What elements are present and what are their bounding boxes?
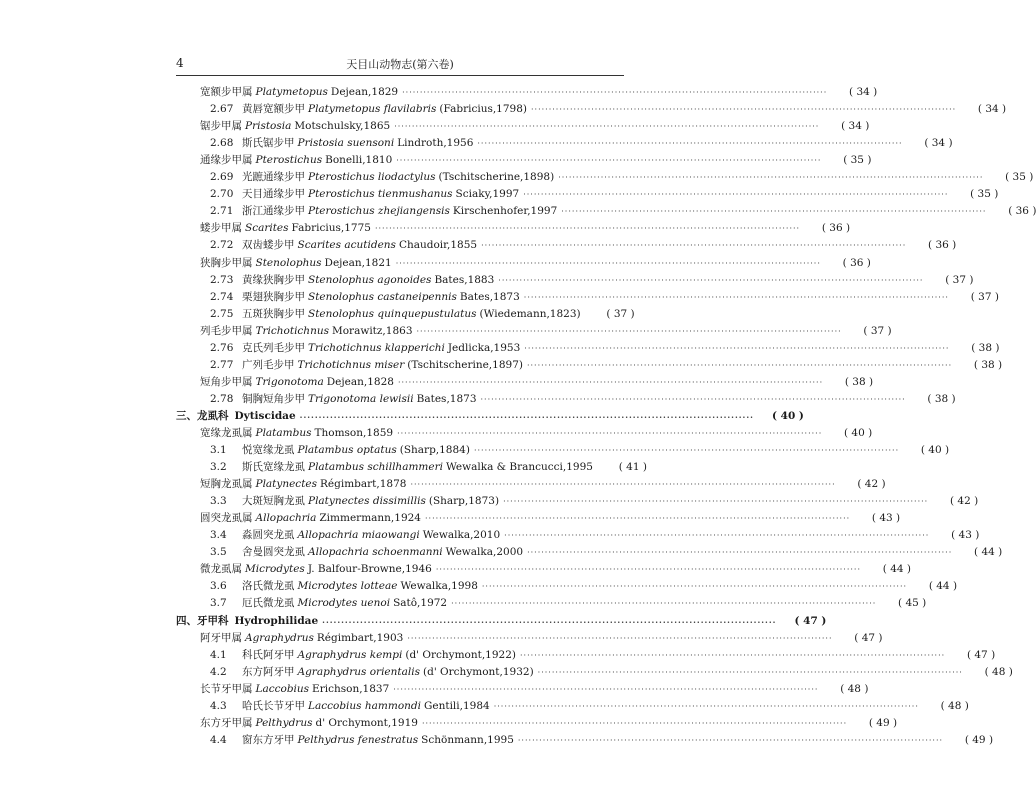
author-year: Bates,1873 — [459, 290, 520, 303]
page-reference: ( 38 ) — [844, 375, 874, 388]
author-year: Régimbart,1903 — [316, 631, 404, 644]
scientific-name: Microdytes lotteae — [297, 580, 398, 593]
toc-entry-label — [200, 683, 389, 696]
author-year: Wewalka,1998 — [400, 580, 478, 593]
scientific-name: Pterostichus tienmushanus — [308, 188, 453, 201]
dot-leader: ························································································································ — [451, 599, 877, 609]
scientific-name: Microdytes — [245, 563, 305, 576]
entry-number: 2.67 — [210, 103, 234, 116]
author-year: J. Balfour-Browne,1946 — [307, 563, 432, 576]
page-reference: ( 34 ) — [977, 103, 1007, 116]
scientific-name: Pelthydrus fenestratus — [297, 733, 419, 746]
scientific-name: Platynectes — [255, 478, 318, 491]
scientific-name: Pelthydrus — [255, 716, 313, 729]
scientific-name: Laccobius hammondi — [308, 699, 421, 712]
author-year: Morawitz,1863 — [331, 324, 413, 337]
author-year: Dejean,1829 — [330, 86, 399, 99]
author-year: Bates,1883 — [434, 273, 495, 286]
toc-species-row — [176, 576, 958, 593]
page-reference: ( 47 ) — [966, 648, 996, 661]
toc-entry-label — [210, 666, 534, 679]
toc-species-row — [176, 491, 979, 508]
scientific-name: Allopachria — [255, 512, 317, 525]
dot-leader: ························································································································ — [473, 446, 900, 456]
running-title: 天目山动物志(第六卷) — [346, 58, 454, 71]
toc-entry-label — [200, 325, 413, 338]
entry-number: 2.70 — [210, 188, 234, 201]
chinese-name: 通缘步甲属 — [200, 154, 253, 167]
dot-leader: ························································································································ — [410, 480, 836, 490]
dot-leader: ························································································································ — [561, 207, 987, 217]
toc-entry-label — [210, 171, 554, 184]
dot-leader: ························································································································ — [299, 411, 754, 422]
toc-species-row — [176, 355, 1003, 372]
toc-entry-label — [200, 632, 403, 645]
page-reference: ( 37 ) — [945, 273, 974, 286]
toc-entry-label — [210, 461, 593, 474]
toc-entry-label — [200, 563, 432, 576]
toc-genus-row — [176, 713, 898, 730]
dot-leader: ························································································································ — [527, 548, 953, 558]
scientific-name: Trigonotoma — [255, 375, 324, 388]
chinese-name: 短胸龙虱属 — [200, 478, 253, 491]
dot-leader: ························································································································ — [517, 735, 944, 745]
dot-leader: ························································································································ — [397, 428, 823, 438]
entry-number: 4.4 — [210, 733, 227, 746]
dot-leader: ························································································································ — [374, 224, 801, 234]
chinese-name: 斯氏锯步甲 — [242, 137, 295, 150]
dot-leader: ························································································································ — [393, 684, 819, 694]
page-reference: ( 37 ) — [970, 290, 999, 303]
table-of-contents — [176, 82, 1036, 747]
author-year: Wewalka,2010 — [422, 529, 501, 542]
chinese-name: 大斑短胸龙虱 — [242, 495, 305, 508]
author-year: Wewalka & Brancucci,1995 — [445, 461, 593, 474]
entry-number: 2.68 — [210, 137, 234, 150]
author-year: (d' Orchymont,1932) — [423, 665, 534, 678]
dot-leader: ························································································································ — [524, 343, 950, 353]
toc-species-row — [176, 184, 999, 201]
author-year: Gentili,1984 — [423, 699, 490, 712]
toc-species-row — [176, 99, 1007, 116]
chinese-name: 三、龙虱科 — [176, 409, 229, 422]
scientific-name: Microdytes uenoi — [297, 597, 391, 610]
toc-species-row — [176, 525, 980, 542]
author-year: (Sharp,1873) — [428, 495, 500, 508]
toc-entry-label — [210, 495, 499, 508]
toc-genus-row — [176, 252, 871, 269]
toc-entry-label — [210, 393, 477, 406]
chinese-name: 克氏列毛步甲 — [242, 341, 305, 354]
scientific-name: Agraphydrus kempi — [297, 648, 403, 661]
page-reference: ( 37 ) — [863, 324, 892, 337]
dot-leader: ························································································································ — [481, 241, 907, 251]
page-reference: ( 42 ) — [857, 478, 886, 491]
author-year: Schönmann,1995 — [421, 733, 514, 746]
toc-species-row — [176, 593, 927, 610]
running-header — [176, 54, 624, 74]
dot-leader: ························································································································ — [425, 514, 851, 524]
entry-number: 4.2 — [210, 665, 227, 678]
toc-entry-label — [210, 580, 478, 593]
scientific-name: Agraphydrus orientalis — [297, 665, 420, 678]
toc-entry-label — [210, 188, 519, 201]
page-reference: ( 38 ) — [973, 358, 1003, 371]
author-year: Hydrophilidae — [234, 614, 319, 627]
page-reference: ( 35 ) — [970, 188, 999, 201]
chinese-name: 宽额步甲属 — [200, 86, 253, 99]
chinese-name: 天目通缘步甲 — [242, 188, 305, 201]
toc-species-row — [176, 167, 1034, 184]
page-reference: ( 48 ) — [984, 665, 1013, 678]
scientific-name: Agraphydrus — [245, 631, 314, 644]
toc-species-row — [176, 440, 950, 457]
toc-entry-label — [200, 120, 390, 133]
chinese-name: 悦宽缘龙虱 — [242, 444, 295, 457]
dot-leader: ························································································································ — [435, 565, 861, 575]
page-reference: ( 47 ) — [854, 631, 883, 644]
scientific-name: Stenolophus quinquepustulatus — [308, 307, 477, 320]
entry-number: 2.78 — [210, 392, 234, 405]
chinese-name: 科氏阿牙甲 — [242, 648, 295, 661]
page-reference: ( 36 ) — [1008, 205, 1036, 218]
author-year: Lindroth,1956 — [397, 137, 474, 150]
toc-species-row — [176, 287, 999, 304]
chinese-name: 黄缘狭胸步甲 — [242, 273, 305, 286]
chinese-name: 厄氏微龙虱 — [242, 597, 295, 610]
scientific-name: Allopachria schoenmanni — [308, 546, 443, 559]
dot-leader: ························································································································ — [526, 360, 953, 370]
page-reference: ( 38 ) — [971, 341, 1000, 354]
author-year: (Tschitscherine,1898) — [438, 171, 555, 184]
entry-number: 3.3 — [210, 495, 227, 508]
chinese-name: 微龙虱属 — [200, 563, 242, 576]
scientific-name: Platambus optatus — [297, 444, 397, 457]
page-reference: ( 37 ) — [606, 307, 635, 320]
chinese-name: 哈氏长节牙甲 — [242, 699, 305, 712]
scientific-name: Stenolophus castaneipennis — [308, 290, 457, 303]
toc-entry-label — [200, 512, 421, 525]
page-reference: ( 45 ) — [898, 597, 927, 610]
toc-genus-row — [176, 218, 851, 235]
page-reference: ( 40 ) — [844, 426, 873, 439]
chinese-name: 舍曼圆突龙虱 — [242, 546, 305, 559]
toc-entry-label — [200, 376, 394, 389]
toc-genus-row — [176, 508, 901, 525]
dot-leader: ························································································································ — [558, 173, 984, 183]
scientific-name: Pristosia — [245, 120, 292, 133]
dot-leader: ························································································································ — [480, 394, 906, 404]
dot-leader: ························································································································ — [523, 190, 949, 200]
toc-species-row — [176, 662, 1013, 679]
page-reference: ( 36 ) — [928, 239, 957, 252]
dot-leader: ························································································································ — [416, 326, 842, 336]
scientific-name: Stenolophus agonoides — [308, 273, 432, 286]
toc-species-row — [176, 338, 1000, 355]
author-year: Régimbart,1878 — [320, 478, 407, 491]
chinese-name: 五斑狭胸步甲 — [242, 307, 305, 320]
toc-species-row — [176, 133, 953, 150]
author-year: (Fabricius,1798) — [439, 103, 527, 116]
toc-entry-label — [210, 700, 490, 713]
page-reference: ( 48 ) — [840, 682, 869, 695]
author-year: (d' Orchymont,1922) — [405, 648, 517, 661]
chinese-name: 淼圆突龙虱 — [242, 529, 295, 542]
dot-leader: ························································································································ — [503, 497, 929, 507]
chinese-name: 阿牙甲属 — [200, 631, 242, 644]
scientific-name: Trigonotoma lewisii — [308, 392, 414, 405]
author-year: Sciaky,1997 — [455, 188, 520, 201]
page-reference: ( 47 ) — [794, 614, 827, 627]
dot-leader: ························································································································ — [493, 701, 919, 711]
author-year: Wewalka,2000 — [445, 546, 524, 559]
page-reference: ( 35 ) — [843, 154, 872, 167]
author-year: Dejean,1821 — [324, 256, 392, 269]
toc-entry-label — [200, 154, 392, 167]
toc-entry-label — [200, 86, 398, 99]
scientific-name: Laccobius — [255, 682, 310, 695]
toc-entry-label — [176, 615, 318, 628]
entry-number: 3.7 — [210, 597, 227, 610]
author-year: Zimmermann,1924 — [319, 512, 421, 525]
toc-species-row — [176, 645, 996, 662]
dot-leader: ························································································································ — [523, 292, 949, 302]
scientific-name: Trichotichnus — [255, 324, 329, 337]
scientific-name: Platambus — [255, 426, 312, 439]
entry-number: 2.77 — [210, 358, 234, 371]
entry-number: 4.1 — [210, 648, 227, 661]
entry-number: 2.76 — [210, 341, 234, 354]
chinese-name: 光蹠通缘步甲 — [242, 171, 305, 184]
author-year: (Sharp,1884) — [399, 444, 470, 457]
dot-leader: ························································································································ — [394, 122, 820, 132]
toc-species-row — [176, 542, 1003, 559]
author-year: Bonelli,1810 — [325, 154, 393, 167]
page-reference: ( 38 ) — [927, 392, 956, 405]
page-reference: ( 40 ) — [772, 409, 804, 422]
page-reference: ( 44 ) — [882, 563, 911, 576]
toc-entry-label — [200, 222, 371, 235]
page-reference: ( 48 ) — [940, 699, 969, 712]
toc-genus-row — [176, 423, 873, 440]
toc-species-row — [176, 730, 994, 747]
chinese-name: 洛氏微龙虱 — [242, 580, 295, 593]
toc-genus-row — [176, 116, 870, 133]
page-reference: ( 41 ) — [618, 461, 647, 474]
chinese-name: 浙江通缘步甲 — [242, 205, 305, 218]
toc-genus-row — [176, 82, 878, 99]
scientific-name: Pristosia suensoni — [297, 137, 395, 150]
entry-number: 2.72 — [210, 239, 234, 252]
author-year: Dejean,1828 — [326, 375, 394, 388]
toc-entry-label — [210, 205, 557, 218]
toc-entry-label — [210, 359, 523, 372]
page-reference: ( 36 ) — [842, 256, 871, 269]
dot-leader: ························································································································ — [407, 633, 833, 643]
dot-leader: ························································································································ — [537, 667, 963, 677]
scientific-name: Allopachria miaowangi — [297, 529, 420, 542]
toc-section-row — [176, 610, 827, 627]
author-year: d' Orchymont,1919 — [315, 716, 418, 729]
scientific-name: Stenolophus — [255, 256, 322, 269]
page-reference: ( 43 ) — [951, 529, 980, 542]
author-year: Thomson,1859 — [314, 426, 394, 439]
toc-entry-label — [210, 546, 523, 559]
toc-entry-label — [210, 291, 520, 304]
chinese-name: 铜胸短角步甲 — [242, 392, 305, 405]
scientific-name: Trichotichnus miser — [297, 358, 405, 371]
toc-entry-label — [210, 342, 520, 355]
scientific-name: Pterostichus liodactylus — [308, 171, 436, 184]
page-reference: ( 35 ) — [1005, 171, 1034, 184]
dot-leader: ························································································································ — [421, 718, 848, 728]
page-reference: ( 49 ) — [964, 733, 994, 746]
chinese-name: 黄唇宽额步甲 — [242, 103, 305, 116]
scientific-name: Platynectes dissimillis — [308, 495, 426, 508]
chinese-name: 长节牙甲属 — [200, 682, 253, 695]
scientific-name: Trichotichnus klapperichi — [308, 341, 445, 354]
toc-entry-label — [210, 308, 581, 321]
toc-species-row — [176, 304, 635, 321]
toc-species-row — [176, 696, 969, 713]
page-reference: ( 43 ) — [871, 512, 901, 525]
chinese-name: 四、牙甲科 — [176, 614, 229, 627]
entry-number: 2.69 — [210, 171, 234, 184]
dot-leader: ························································································································ — [531, 105, 957, 115]
toc-entry-label — [210, 649, 516, 662]
entry-number: 2.75 — [210, 307, 234, 320]
entry-number: 2.74 — [210, 290, 234, 303]
toc-entry-label — [210, 734, 514, 747]
scientific-name: Pterostichus — [255, 154, 323, 167]
toc-genus-row — [176, 150, 872, 167]
author-year: Kirschenhofer,1997 — [452, 205, 558, 218]
chinese-name: 圆突龙虱属 — [200, 512, 253, 525]
chinese-name: 东方阿牙甲 — [242, 665, 295, 678]
dot-leader: ························································································································ — [498, 275, 924, 285]
scientific-name: Pterostichus zhejiangensis — [308, 205, 450, 218]
page-reference: ( 40 ) — [920, 444, 950, 457]
toc-entry-label — [176, 410, 296, 423]
toc-entry-label — [210, 239, 477, 252]
toc-species-row — [176, 235, 957, 252]
toc-genus-row — [176, 372, 874, 389]
entry-number: 2.73 — [210, 273, 234, 286]
toc-species-row — [176, 201, 1036, 218]
toc-genus-row — [176, 321, 892, 338]
dot-leader: ························································································································ — [397, 377, 824, 387]
scientific-name: Scarites acutidens — [297, 239, 396, 252]
dot-leader: ························································································································ — [322, 616, 777, 627]
chinese-name: 列毛步甲属 — [200, 324, 253, 337]
toc-entry-label — [200, 717, 418, 730]
scientific-name: Platymetopus — [255, 86, 328, 99]
chinese-name: 窗东方牙甲 — [242, 733, 295, 746]
toc-species-row — [176, 389, 956, 406]
author-year: Jedlicka,1953 — [447, 341, 521, 354]
scientific-name: Scarites — [245, 222, 289, 235]
dot-leader: ························································································································ — [481, 582, 908, 592]
dot-leader: ························································································································ — [504, 531, 930, 541]
chinese-name: 栗翅狭胸步甲 — [242, 290, 305, 303]
entry-number: 3.5 — [210, 546, 227, 559]
header-rule — [176, 75, 624, 76]
toc-section-row — [176, 406, 804, 423]
chinese-name: 斯氏宽缘龙虱 — [242, 461, 305, 474]
entry-number: 3.1 — [210, 444, 227, 457]
toc-entry-label — [200, 257, 392, 270]
page-reference: ( 44 ) — [928, 580, 958, 593]
chinese-name: 狭胸步甲属 — [200, 256, 253, 269]
page-reference: ( 49 ) — [868, 716, 898, 729]
dot-leader: ························································································································ — [477, 139, 903, 149]
toc-entry-label — [210, 529, 500, 542]
toc-genus-row — [176, 628, 883, 645]
toc-entry-label — [200, 478, 406, 491]
toc-genus-row — [176, 559, 911, 576]
chinese-name: 蝼步甲属 — [200, 222, 242, 235]
toc-species-row — [176, 457, 647, 474]
author-year: Satô,1972 — [393, 597, 448, 610]
page-reference: ( 34 ) — [841, 120, 870, 133]
toc-entry-label — [210, 137, 473, 150]
author-year: (Tschitscherine,1897) — [407, 358, 523, 371]
author-year: Fabricius,1775 — [291, 222, 371, 235]
page-reference: ( 42 ) — [949, 495, 979, 508]
page-number: 4 — [176, 56, 184, 70]
author-year: Erichson,1837 — [312, 682, 390, 695]
toc-entry-label — [200, 427, 393, 440]
scientific-name: Platambus schillhammeri — [308, 461, 443, 474]
dot-leader: ························································································································ — [520, 650, 946, 660]
chinese-name: 广列毛步甲 — [242, 358, 295, 371]
toc-entry-label — [210, 274, 494, 287]
entry-number: 4.3 — [210, 699, 227, 712]
page-reference: ( 34 ) — [849, 86, 878, 99]
author-year: Chaudoir,1855 — [398, 239, 478, 252]
chinese-name: 锯步甲属 — [200, 120, 242, 133]
scientific-name: Platymetopus flavilabris — [308, 103, 437, 116]
entry-number: 2.71 — [210, 205, 234, 218]
chinese-name: 短角步甲属 — [200, 375, 253, 388]
toc-entry-label — [210, 444, 470, 457]
toc-genus-row — [176, 679, 869, 696]
author-year: Dytiscidae — [234, 409, 296, 422]
toc-genus-row — [176, 474, 886, 491]
page-reference: ( 44 ) — [974, 546, 1003, 559]
page-reference: ( 36 ) — [821, 222, 851, 235]
dot-leader: ························································································································ — [395, 258, 821, 268]
author-year: Bates,1873 — [416, 392, 477, 405]
entry-number: 3.6 — [210, 580, 227, 593]
author-year: Motschulsky,1865 — [294, 120, 391, 133]
dot-leader: ························································································································ — [396, 156, 822, 166]
chinese-name: 双齿蝼步甲 — [242, 239, 295, 252]
entry-number: 3.2 — [210, 461, 227, 474]
author-year: (Wiedemann,1823) — [479, 307, 581, 320]
page-reference: ( 34 ) — [924, 137, 953, 150]
dot-leader: ························································································································ — [402, 88, 828, 98]
toc-entry-label — [210, 597, 447, 610]
chinese-name: 东方牙甲属 — [200, 716, 253, 729]
entry-number: 3.4 — [210, 529, 227, 542]
toc-entry-label — [210, 103, 527, 116]
toc-species-row — [176, 270, 974, 287]
chinese-name: 宽缘龙虱属 — [200, 426, 253, 439]
